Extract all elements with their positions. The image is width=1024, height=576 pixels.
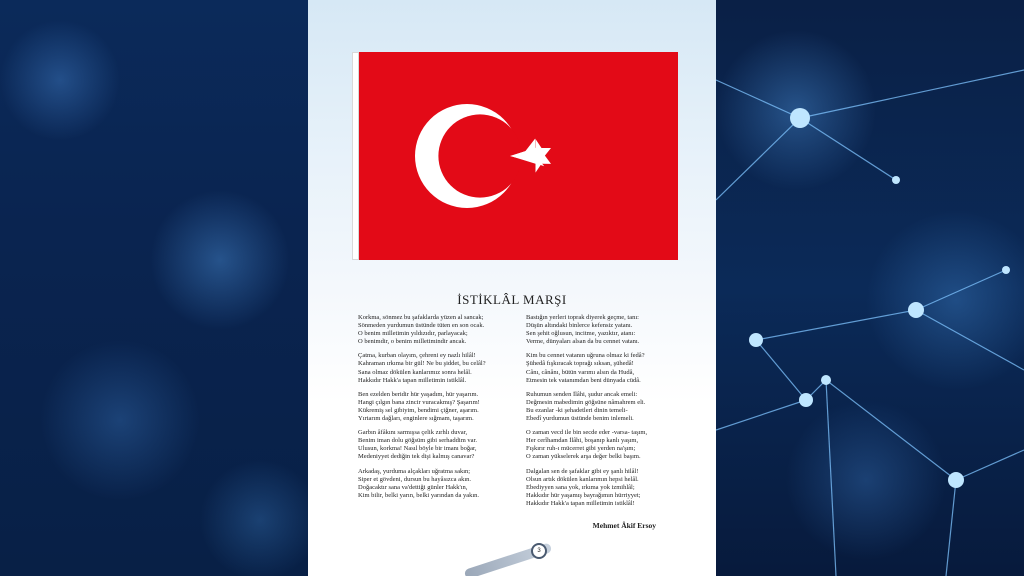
poem-line: Yırtarım dağları, enginlere sığmam, taşarım.: [358, 415, 474, 423]
poem-left-column: [358, 314, 518, 506]
poem-line: Olsun artık dökülen kanlarımın hepsi helâl.: [526, 475, 639, 483]
poem-line: Sana olmaz dökülen kanlarımız sonra helâl.: [358, 368, 472, 376]
poem-line: Her cerîhamdan İlâhi, boşanıp kanlı yaşım,: [526, 437, 639, 445]
stanza: [358, 314, 518, 346]
document-page: [308, 0, 716, 576]
poem-line: Kahraman ırkıma bir gül! Ne bu şiddet, bu celâl?: [358, 360, 486, 368]
stanza: [526, 314, 686, 346]
stanza: [526, 391, 686, 423]
poem-line: Sönmeden yurdumun üstünde tüten en son ocak.: [358, 322, 485, 330]
poem-line: Bu ezanlar -ki şehadetleri dinin temeli-: [526, 406, 628, 414]
crescent-star-icon: [359, 52, 678, 260]
poem-line: Ulusun, korkma! Nasıl böyle bir imanı boğar,: [358, 445, 477, 453]
poem-line: Sen şehit oğlusun, incitme, yazıktır, atanı:: [526, 330, 636, 338]
author-signature: Mehmet Âkif Ersoy: [592, 521, 656, 530]
poem-right-column: [526, 314, 686, 514]
poem-line: Kükremiş sel gibiyim, bendimi çiğner, aşarım.: [358, 406, 479, 414]
poem-line: Hakkıdır hür yaşamış bayrağımın hürriyyet;: [526, 491, 641, 499]
poem-line: Medeniyyet dediğin tek dişi kalmış canavar?: [358, 453, 475, 461]
poem-line: Cânı, cânânı, bütün varımı alsın da Hudâ,: [526, 368, 635, 376]
stanza: [526, 468, 686, 508]
poem-line: Ruhumun senden İlâhi, şudur ancak emeli:: [526, 390, 638, 398]
poem-line: O benim milletimin yıldızıdır, parlayacak;: [358, 330, 468, 338]
background-right: [716, 0, 1024, 576]
poem-line: Şühedâ fışkıracak toprağı sıksan, şühedâ!: [526, 360, 634, 368]
poem-line: Kim bu cennet vatanın uğruna olmaz ki fedâ?: [526, 352, 645, 360]
poem-line: Arkadaş, yurduma alçakları uğratma sakın;: [358, 467, 471, 475]
page-number: 3: [531, 543, 547, 559]
poem-line: Hakkıdır Hakk'a tapan milletimin istiklâl!: [526, 499, 635, 507]
poem-line: Ebediyyen sana yok, ırkıma yok izmihlâl;: [526, 483, 635, 491]
poem-line: Fışkırır ruh-ı mücerret gibi yerden na'şım;: [526, 445, 636, 453]
turkish-flag: [359, 52, 678, 260]
page-title: İSTİKLÂL MARŞI: [457, 292, 567, 307]
stanza: [358, 468, 518, 500]
stanza: [358, 429, 518, 461]
poem-line: Hakkıdır Hakk'a tapan milletimin istiklâl.: [358, 376, 467, 384]
flag-pole: [352, 52, 359, 260]
poem-line: Doğacaktır sana va'dettiği günler Hakk'ın,: [358, 483, 468, 491]
poem-line: Dalgalan sen de şafaklar gibi ey şanlı hilâl!: [526, 467, 639, 475]
poem-line: O zaman yükselerek arşa değer belki başım.: [526, 453, 641, 461]
poem-line: Değmesin mabedimin göğsüne nâmahrem eli.: [526, 398, 646, 406]
poem-line: Verme, dünyaları alsan da bu cennet vatanı.: [526, 338, 640, 346]
poem-line: O zaman vecd ile bin secde eder -varsa- taşım,: [526, 429, 648, 437]
poem-line: Hangi çılgın bana zincir vuracakmış? Şaşarım!: [358, 398, 480, 406]
poem-line: Benim iman dolu göğsüm gibi serhaddim var.: [358, 437, 477, 445]
poem-line: Çatma, kurban olayım, çehreni ey nazlı hilâl!: [358, 352, 476, 360]
poem-line: Etmesin tek vatanımdan beni dünyada cüdâ.: [526, 376, 641, 384]
stanza: [358, 352, 518, 384]
poem-line: Düşün altındaki binlerce kefensiz yatanı.: [526, 322, 633, 330]
stanza: [526, 429, 686, 461]
flag: [352, 52, 678, 260]
stanza: [526, 352, 686, 384]
poem-line: O benimdir, o benim milletimindir ancak.: [358, 338, 467, 346]
poem-line: Ben ezelden beridir hür yaşadım, hür yaşarım.: [358, 390, 479, 398]
poem-line: Ebedî yurdumun üstünde benim inlemeli.: [526, 415, 634, 423]
stanza: [358, 391, 518, 423]
poem-line: Siper et gövdeni, dursun bu hayâsızca akın.: [358, 475, 471, 483]
poem-line: Kim bilir, belki yarın, belki yarından da yakın.: [358, 491, 480, 499]
poem-line: Bastığın yerleri toprak diyerek geçme, tanı:: [526, 314, 639, 321]
poem-line: Korkma, sönmez bu şafaklarda yüzen al sancak;: [358, 314, 484, 321]
network-nodes-icon: [716, 0, 1024, 576]
poem-line: Garbın âfâkını sarmışsa çelik zırhlı duvar,: [358, 429, 468, 437]
background-left: [0, 0, 308, 576]
